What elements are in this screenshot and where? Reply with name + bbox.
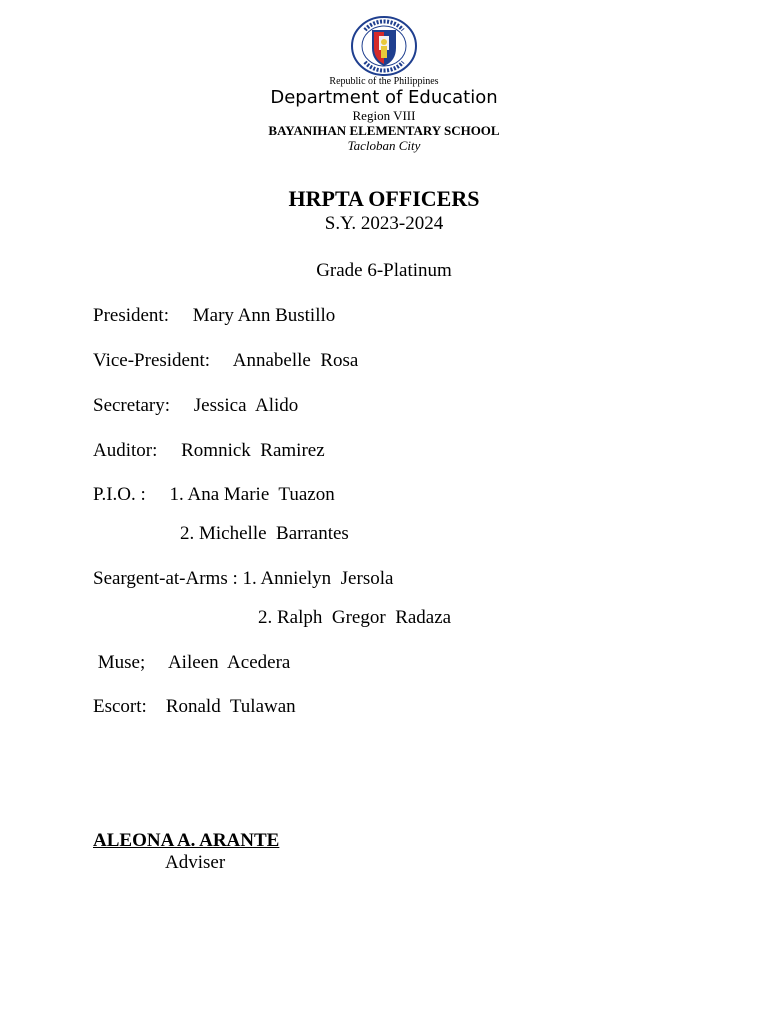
officer-auditor: Auditor: Romnick Ramirez bbox=[93, 440, 325, 461]
adviser-name: ALEONA A. ARANTE bbox=[93, 830, 280, 851]
officer-secretary: Secretary: Jessica Alido bbox=[93, 395, 299, 416]
document-title: HRPTA OFFICERS bbox=[288, 186, 480, 211]
officer-muse: Muse; Aileen Acedera bbox=[93, 652, 291, 673]
officer-vice-president: Vice-President: Annabelle Rosa bbox=[93, 350, 359, 371]
school-year: S.Y. 2023-2024 bbox=[324, 213, 444, 234]
adviser-role: Adviser bbox=[165, 852, 226, 873]
officer-pio-2: 2. Michelle Barrantes bbox=[180, 523, 349, 544]
officer-escort: Escort: Ronald Tulawan bbox=[93, 696, 296, 717]
republic-label: Republic of the Philippines bbox=[329, 76, 439, 87]
school-name: BAYANIHAN ELEMENTARY SCHOOL bbox=[268, 123, 500, 138]
officer-sergeant-1: Seargent-at-Arms : 1. Annielyn Jersola bbox=[93, 568, 394, 589]
deped-seal-logo bbox=[351, 16, 417, 76]
officer-president: President: Mary Ann Bustillo bbox=[93, 305, 336, 326]
region-label: Region VIII bbox=[352, 108, 416, 123]
grade-section: Grade 6-Platinum bbox=[316, 260, 452, 281]
officer-sergeant-2: 2. Ralph Gregor Radaza bbox=[258, 607, 452, 628]
city-label: Tacloban City bbox=[347, 138, 421, 153]
officer-pio-1: P.I.O. : 1. Ana Marie Tuazon bbox=[93, 484, 335, 505]
department-name: Department of Education bbox=[270, 87, 498, 108]
